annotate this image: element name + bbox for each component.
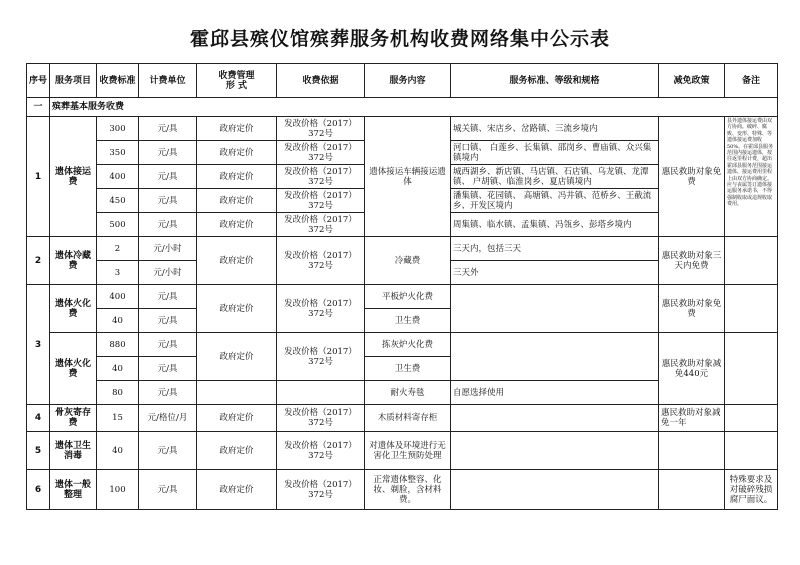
g5-relief (659, 432, 725, 470)
g3b-price: 40 (97, 357, 139, 381)
header-row (27, 64, 778, 98)
g1-basis: 发改价格（2017） 372号 (277, 189, 365, 213)
g4-seq: 4 (27, 405, 50, 432)
g1-unit: 元/具 (139, 189, 197, 213)
g3b-unit: 元/具 (139, 381, 197, 405)
g1-area: 河口镇、 白莲乡、长集镇、邵岗乡、曹庙镇、众兴集镇境内 (451, 141, 659, 165)
g1-mgmt: 政府定价 (197, 213, 277, 237)
g6-item: 遗体一般整理 (50, 470, 97, 510)
g3b-price: 880 (97, 333, 139, 357)
g4-unit: 元/格位/月 (139, 405, 197, 432)
g3a-unit: 元/具 (139, 285, 197, 309)
g3a-spec (451, 285, 659, 333)
g1-item: 遗体接运费 (50, 117, 97, 237)
g1-basis: 发改价格（2017） 372号 (277, 165, 365, 189)
g3b-basis-empty (277, 381, 365, 405)
g1-area: 潘集镇、花园镇、 高塘镇、冯井镇、范桥乡、王截流乡、开发区境内 (451, 189, 659, 213)
g3-seq: 3 (27, 285, 50, 405)
g3a-price: 40 (97, 309, 139, 333)
g6-spec (451, 470, 659, 510)
g1-relief: 惠民救助对象免费 (659, 117, 725, 237)
g3b-mgmt: 政府定价 (197, 333, 277, 381)
g5-basis: 发改价格（2017） 372号 (277, 432, 365, 470)
g3a-basis: 发改价格（2017） 372号 (277, 285, 365, 333)
g1-area: 周集镇、临水镇、孟集镇、冯瓴乡、彭塔乡境内 (451, 213, 659, 237)
g1-seq: 1 (27, 117, 50, 237)
g3a-note (725, 285, 778, 333)
g3a-relief: 惠民救助对象免费 (659, 285, 725, 333)
g6-basis: 发改价格（2017） 372号 (277, 470, 365, 510)
g3a-unit: 元/具 (139, 309, 197, 333)
col-note: 备注 (725, 64, 778, 98)
g1-price: 450 (97, 189, 139, 213)
col-relief: 减免政策 (659, 64, 725, 98)
col-content: 服务内容 (365, 64, 451, 98)
g1-mgmt: 政府定价 (197, 117, 277, 141)
g1-basis: 发改价格（2017） 372号 (277, 213, 365, 237)
g6-price: 100 (97, 470, 139, 510)
g1-basis: 发改价格（2017） 372号 (277, 141, 365, 165)
g5-unit: 元/具 (139, 432, 197, 470)
g6-unit: 元/具 (139, 470, 197, 510)
g3a-price: 400 (97, 285, 139, 309)
g3a-content: 卫生费 (365, 309, 451, 333)
g5-item: 遗体卫生消毒 (50, 432, 97, 470)
section-seq: 一 (27, 98, 50, 117)
g3b-relief: 惠民救助对象减免440元 (659, 333, 725, 405)
g2-price: 2 (97, 237, 139, 261)
g1-unit: 元/具 (139, 141, 197, 165)
g2-unit: 元/小时 (139, 237, 197, 261)
g1-unit: 元/具 (139, 165, 197, 189)
g1-price: 400 (97, 165, 139, 189)
g1-mgmt: 政府定价 (197, 165, 277, 189)
g3b-spec: 自愿选择使用 (451, 381, 659, 405)
g3b-mgmt-empty (197, 381, 277, 405)
g2-price: 3 (97, 261, 139, 285)
g4-basis: 发改价格（2017） 372号 (277, 405, 365, 432)
g1-price: 500 (97, 213, 139, 237)
g5-seq: 5 (27, 432, 50, 470)
g4-content: 木质材料寄存柜 (365, 405, 451, 432)
table-row (27, 237, 778, 261)
g2-content: 冷藏费 (365, 237, 451, 285)
g5-spec (451, 432, 659, 470)
g2-basis: 发改价格（2017） 372号 (277, 237, 365, 285)
g3b-content: 耐火寿毯 (365, 381, 451, 405)
section-label: 殡葬基本服务收费 (50, 98, 778, 117)
g3b-note (725, 333, 778, 405)
g2-seq: 2 (27, 237, 50, 285)
col-spec: 服务标准、等级和规格 (451, 64, 659, 98)
g4-price: 15 (97, 405, 139, 432)
g1-mgmt: 政府定价 (197, 189, 277, 213)
table-row (27, 333, 778, 357)
g1-mgmt: 政府定价 (197, 141, 277, 165)
g3b-unit: 元/具 (139, 357, 197, 381)
col-basis: 收费依据 (277, 64, 365, 98)
g3a-item: 遗体火化费 (50, 285, 97, 333)
col-mgmt: 收费管理 形 式 (197, 64, 277, 98)
table-row (27, 470, 778, 510)
g5-mgmt: 政府定价 (197, 432, 277, 470)
g4-relief: 惠民救助对象减免一年 (659, 405, 725, 432)
g3b-item: 遗体火化费 (50, 333, 97, 405)
col-std: 收费标准 (97, 64, 139, 98)
table-row (27, 117, 778, 141)
section-row (27, 98, 778, 117)
g3b-basis: 发改价格（2017） 372号 (277, 333, 365, 381)
g3b-spec (451, 333, 659, 381)
g4-spec (451, 405, 659, 432)
g2-detail: 三天内，包括三天 (451, 237, 659, 261)
g1-area: 城关镇、宋店乡、岔路镇、三流乡境内 (451, 117, 659, 141)
g4-item: 骨灰寄存费 (50, 405, 97, 432)
g2-mgmt: 政府定价 (197, 237, 277, 285)
table-row (27, 405, 778, 432)
g2-note (725, 237, 778, 285)
g5-price: 40 (97, 432, 139, 470)
g5-note (725, 432, 778, 470)
g6-note: 特殊要求及对破碎残损腐尸面议。 (725, 470, 778, 510)
g2-detail: 三天外 (451, 261, 659, 285)
col-seq: 序号 (27, 64, 50, 98)
g4-note (725, 405, 778, 432)
g6-content: 正常遗体整容、化妆、剃脸，含材料费。 (365, 470, 451, 510)
col-item: 服务项目 (50, 64, 97, 98)
g1-note: 县外遗体接运费由双方协商。破碎、腐败、变形、特殊、等遗体接运费加收50%。在霍邱县服务范围内接运遗体，按往返里程计费，超出霍邱县服务范围接运遗体，接运费用里程上由双方协商确定。应与丧属签订遗体接运服务承诺书，不得强制收取或违规收取费用。 (725, 117, 778, 237)
table-row (27, 432, 778, 470)
g1-area: 城西湖乡、新店镇、马店镇、石店镇、乌龙镇、龙潭镇、 户胡镇、临淮岗乡、夏店镇境内 (451, 165, 659, 189)
table-row (27, 285, 778, 309)
page-title: 霍邱县殡仪馆殡葬服务机构收费网络集中公示表 (189, 28, 610, 50)
g1-unit: 元/具 (139, 117, 197, 141)
g6-seq: 6 (27, 470, 50, 510)
g6-relief (659, 470, 725, 510)
g3a-content: 平板炉火化费 (365, 285, 451, 309)
g3b-price: 80 (97, 381, 139, 405)
g3b-content: 拣灰炉火化费 (365, 333, 451, 357)
g2-relief: 惠民救助对象三天内免费 (659, 237, 725, 285)
fee-table (26, 63, 778, 510)
g6-mgmt: 政府定价 (197, 470, 277, 510)
g1-content: 遗体接运车辆接运遗体 (365, 117, 451, 237)
g1-basis: 发改价格（2017） 372号 (277, 117, 365, 141)
g4-mgmt: 政府定价 (197, 405, 277, 432)
g3a-mgmt: 政府定价 (197, 285, 277, 333)
g2-item: 遗体冷藏费 (50, 237, 97, 285)
g3b-unit: 元/具 (139, 333, 197, 357)
g2-unit: 元/小时 (139, 261, 197, 285)
g1-price: 300 (97, 117, 139, 141)
g5-content: 对遗体及环境进行无害化卫生预防处理 (365, 432, 451, 470)
g1-unit: 元/具 (139, 213, 197, 237)
g1-price: 350 (97, 141, 139, 165)
col-unit: 计费单位 (139, 64, 197, 98)
g3b-content: 卫生费 (365, 357, 451, 381)
